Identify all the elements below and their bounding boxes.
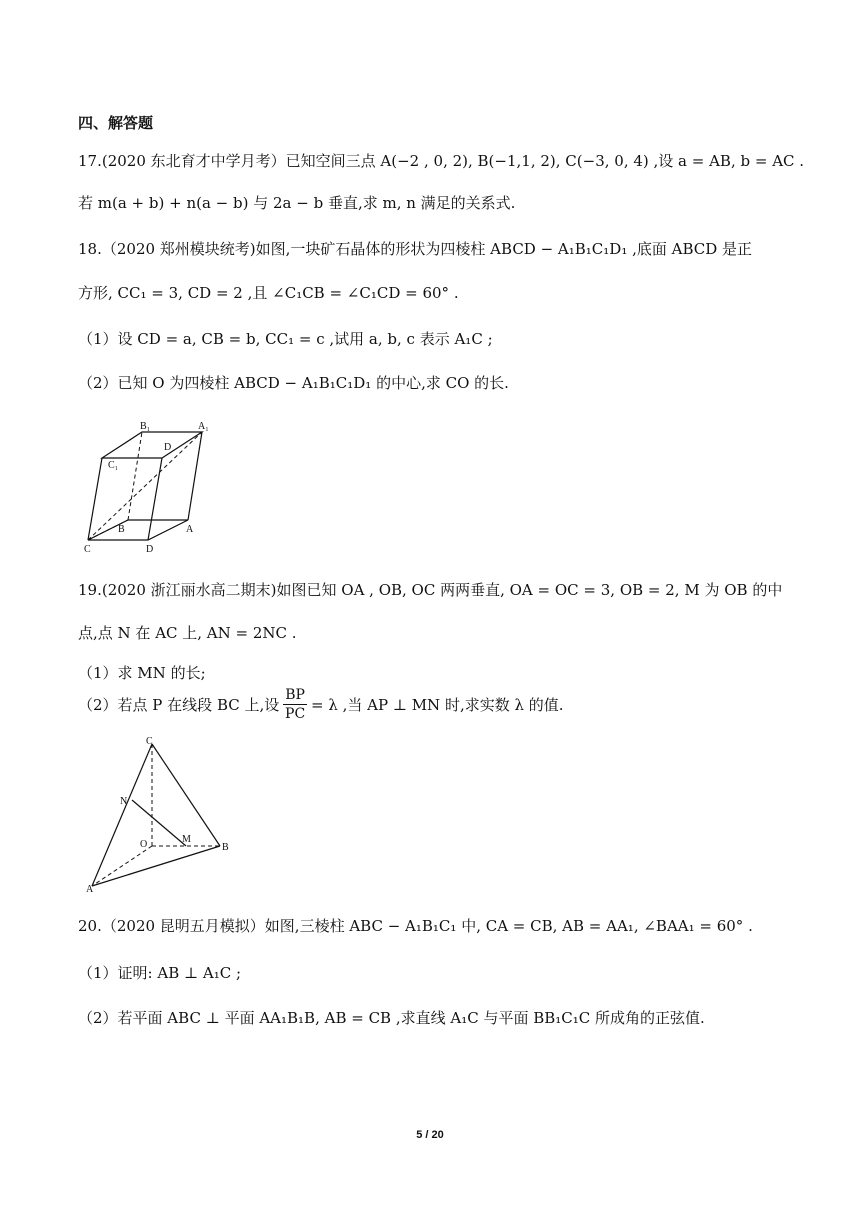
problem-19-part-2-suffix: = λ ,当 AP ⊥ MN 时,求实数 λ 的值. — [310, 695, 564, 714]
section-heading: 四、解答题 — [78, 114, 154, 132]
label-a: A — [86, 884, 94, 894]
label-c1: C₁ — [108, 460, 119, 471]
label-o: O — [140, 839, 148, 850]
problem-17-line-1: 17.(2020 东北育才中学月考）已知空间三点 A(−2 , 0, 2), B(−1,1, 2), C(−3, 0, 4) ,设 a = AB, b = AC . — [78, 152, 805, 170]
prism-figure — [80, 418, 220, 558]
edge-bb1-hidden — [128, 432, 142, 520]
label-a1: A₁ — [198, 421, 209, 432]
problem-20-part-1: （1）证明: AB ⊥ A₁C ; — [78, 964, 242, 982]
edge-dd1 — [148, 458, 162, 540]
problem-20-line-1: 20.（2020 昆明五月模拟）如图,三棱柱 ABC − A₁B₁C₁ 中, CA = CB, AB = AA₁, ∠BAA₁ = 60° . — [78, 917, 753, 935]
prism-bottom-face — [88, 520, 188, 540]
label-c: C — [84, 544, 91, 555]
page-number: 5 / 20 — [416, 1129, 444, 1141]
problem-18-line-2: 方形, CC₁ = 3, CD = 2 ,且 ∠C₁CB = ∠C₁CD = 60° . — [78, 284, 459, 302]
problem-18-line-1: 18.（2020 郑州模块统考)如图,一块矿石晶体的形状为四棱柱 ABCD − A₁B₁C₁D₁ ,底面 ABCD 是正 — [78, 240, 753, 258]
problem-18-part-1: （1）设 CD = a, CB = b, CC₁ = c ,试用 a, b, c 表示 A₁C ; — [78, 330, 493, 348]
tetrahedron-figure — [84, 734, 244, 894]
problem-19-line-1: 19.(2020 浙江丽水高二期末)如图已知 OA , OB, OC 两两垂直, OA = OC = 3, OB = 2, M 为 OB 的中 — [78, 581, 783, 599]
problem-20-part-2: （2）若平面 ABC ⊥ 平面 AA₁B₁B, AB = CB ,求直线 A₁C 与平面 BB₁C₁C 所成角的正弦值. — [78, 1009, 705, 1027]
diagonal-ca1 — [88, 432, 202, 540]
problem-17-line-2: 若 m(a + b) + n(a − b) 与 2a − b 垂直,求 m, n 满足的关系式. — [78, 194, 516, 212]
edge-ab — [92, 846, 220, 886]
label-a: A — [186, 524, 194, 535]
fraction-numerator: BP — [285, 687, 305, 703]
problem-19-line-2: 点,点 N 在 AC 上, AN = 2NC . — [78, 624, 297, 642]
problem-19-part-2 — [78, 686, 564, 723]
label-b: B — [118, 524, 125, 535]
label-d-top: D — [164, 442, 172, 453]
problem-18-part-2: （2）已知 O 为四棱柱 ABCD − A₁B₁C₁D₁ 的中心,求 CO 的长. — [78, 374, 509, 392]
label-b1: B₁ — [140, 421, 151, 432]
label-n: N — [120, 796, 128, 807]
edge-cc1 — [88, 458, 102, 540]
fraction-bp-pc — [283, 686, 307, 723]
edge-ca — [92, 744, 152, 886]
edge-cb — [152, 744, 220, 846]
prism-top-face — [102, 432, 202, 458]
problem-19-part-1: （1）求 MN 的长; — [78, 664, 206, 682]
problem-19-part-2-prefix: （2）若点 P 在线段 BC 上,设 — [78, 695, 280, 714]
fraction-denominator: PC — [285, 706, 306, 722]
edge-aa1 — [188, 432, 202, 520]
label-b: B — [222, 842, 229, 853]
label-c: C — [146, 736, 153, 747]
label-d: D — [146, 544, 154, 555]
label-m: M — [182, 834, 191, 845]
